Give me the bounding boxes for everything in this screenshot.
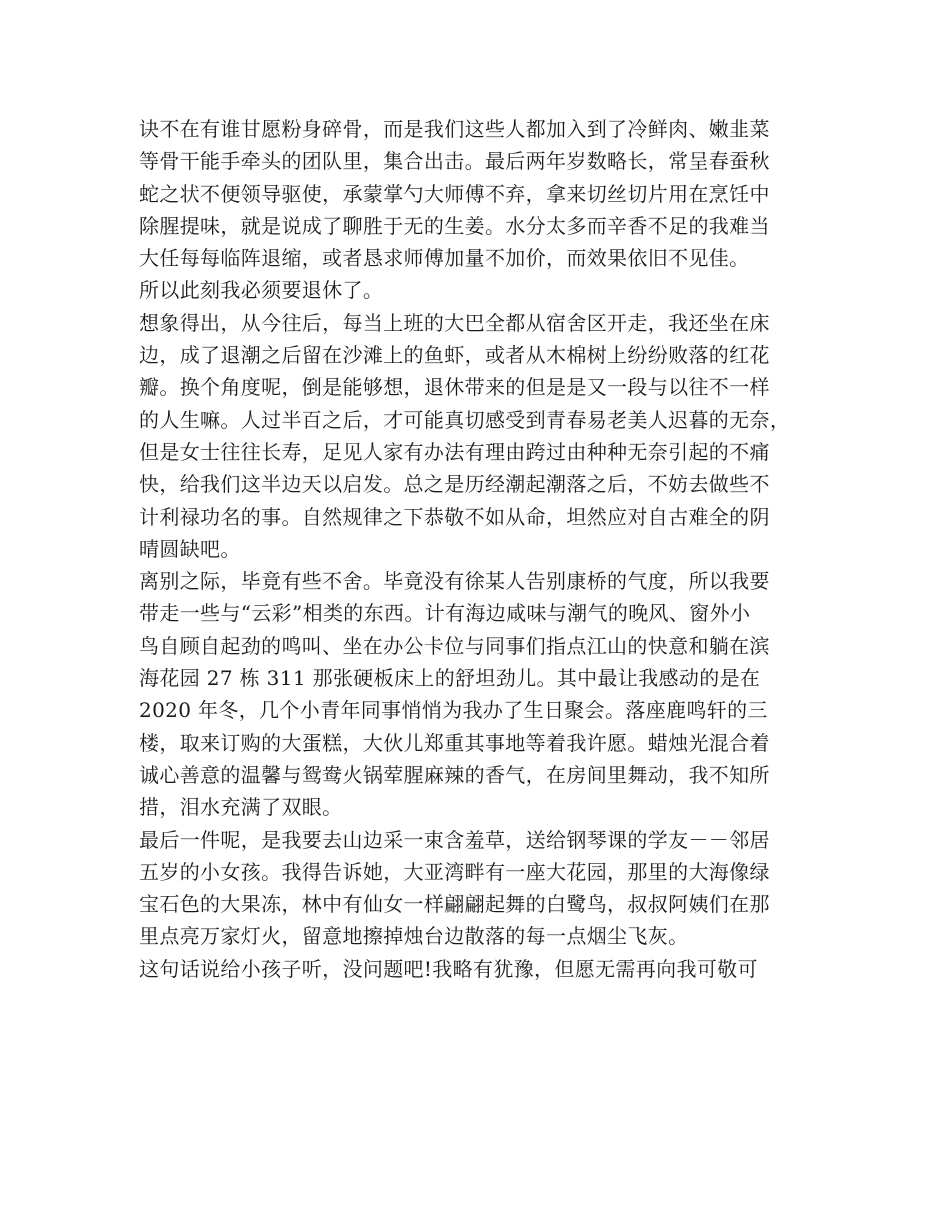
- text-line: 所以此刻我必须要退休了。: [139, 278, 384, 303]
- body-text: [139, 113, 839, 985]
- text-line: 最后一件呢，是我要去山边采一束含羞草，送给钢琴课的学友－－邻居: [139, 827, 770, 852]
- text-line: 这句话说给小孩子听，没问题吧!我略有犹豫，但愿无需再向我可敬可: [139, 956, 758, 981]
- text-line: 带走一些与“云彩”相类的东西。计有海边咸味与潮气的晚风、窗外小: [139, 601, 751, 626]
- text-line: 里点亮万家灯火，留意地擦掉烛台边散落的每一点烟尘飞灰。: [139, 924, 689, 949]
- text-line: 五岁的小女孩。我得告诉她，大亚湾畔有一座大花园，那里的大海像绿: [139, 859, 770, 884]
- text-line: 鸟自顾自起劲的鸣叫、坐在办公卡位与同事们指点江山的快意和躺在滨: [139, 633, 770, 658]
- text-line: 楼，取来订购的大蛋糕，大伙儿郑重其事地等着我许愿。蜡烛光混合着: [139, 730, 770, 755]
- text-line: 2020 年冬，几个小青年同事悄悄为我办了生日聚会。落座鹿鸣轩的三: [139, 698, 768, 723]
- text-line: 除腥提味，就是说成了聊胜于无的生姜。水分太多而辛香不足的我难当: [139, 213, 770, 238]
- text-line: 措，泪水充满了双眼。: [139, 795, 343, 820]
- text-line: 瓣。换个角度呢，倒是能够想，退休带来的但是是又一段与以往不一样: [139, 375, 770, 400]
- text-line: 计利禄功名的事。自然规律之下恭敬不如从命，坦然应对自古难全的阴: [139, 504, 770, 529]
- text-line: 想象得出，从今往后，每当上班的大巴全都从宿舍区开走，我还坐在床: [139, 310, 770, 335]
- text-line: 宝石色的大果冻，林中有仙女一样翩翩起舞的白鹭鸟，叔叔阿姨们在那: [139, 892, 770, 917]
- text-line: 离别之际，毕竟有些不舍。毕竟没有徐某人告别康桥的气度，所以我要: [139, 569, 770, 594]
- text-line: 海花园 27 栋 311 那张硬板床上的舒坦劲儿。其中最让我感动的是在: [139, 666, 761, 691]
- text-line: 但是女士往往长寿，足见人家有办法有理由跨过由种种无奈引起的不痛: [139, 439, 770, 464]
- text-line: 的人生嘛。人过半百之后，才可能真切感受到青春易老美人迟暮的无奈，: [139, 407, 791, 432]
- text-line: 晴圆缺吧。: [139, 536, 241, 561]
- text-line: 边，成了退潮之后留在沙滩上的鱼虾，或者从木棉树上纷纷败落的红花: [139, 343, 770, 368]
- text-line: 大任每每临阵退缩，或者恳求师傅加量不加价，而效果依旧不见佳。: [139, 246, 750, 271]
- text-line: 等骨干能手牵头的团队里，集合出击。最后两年岁数略长，常呈春蚕秋: [139, 149, 770, 174]
- text-line: 诚心善意的温馨与鸳鸯火锅荤腥麻辣的香气，在房间里舞动，我不知所: [139, 762, 770, 787]
- text-line: 诀不在有谁甘愿粉身碎骨，而是我们这些人都加入到了冷鲜肉、嫩韭菜: [139, 117, 770, 141]
- text-line: 快，给我们这半边天以启发。总之是历经潮起潮落之后，不妨去做些不: [139, 472, 770, 497]
- text-line: 蛇之状不便领导驱使，承蒙掌勺大师傅不弃，拿来切丝切片用在烹饪中: [139, 181, 770, 206]
